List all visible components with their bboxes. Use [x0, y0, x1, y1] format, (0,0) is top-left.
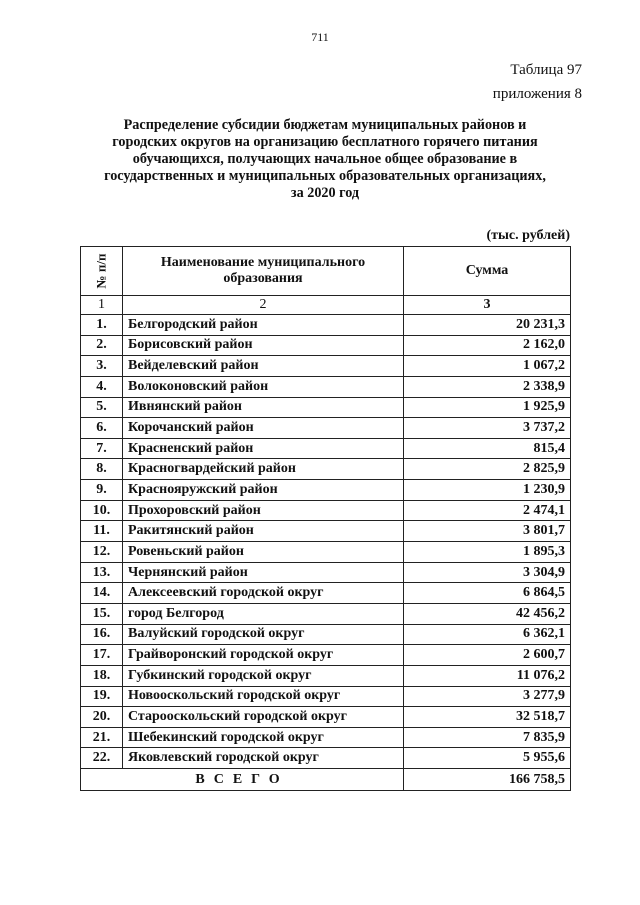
table-row — [81, 727, 571, 748]
row-number: 16. — [81, 624, 123, 645]
row-amount: 2 162,0 — [404, 335, 571, 356]
row-name: Ровеньский район — [123, 542, 404, 563]
table-row — [81, 707, 571, 728]
table-number: Таблица 97 — [510, 62, 582, 78]
total-label: ВСЕГО — [81, 769, 404, 791]
row-number: 9. — [81, 480, 123, 501]
total-row — [81, 769, 571, 791]
table-row — [81, 356, 571, 377]
row-number: 18. — [81, 665, 123, 686]
row-name: Валуйский городской округ — [123, 624, 404, 645]
table-row — [81, 438, 571, 459]
header-row — [81, 247, 571, 296]
row-amount: 1 067,2 — [404, 356, 571, 377]
title-line: государственных и муниципальных образовательных организациях, — [104, 168, 546, 184]
row-number: 22. — [81, 748, 123, 769]
row-name: Ракитянский район — [123, 521, 404, 542]
table-row — [81, 500, 571, 521]
units-label: (тыс. рублей) — [486, 228, 570, 243]
row-number: 13. — [81, 562, 123, 583]
table-row — [81, 480, 571, 501]
row-amount: 3 737,2 — [404, 418, 571, 439]
row-amount: 5 955,6 — [404, 748, 571, 769]
row-number: 12. — [81, 542, 123, 563]
index-cell: 3 — [404, 296, 571, 315]
row-number: 1. — [81, 315, 123, 336]
row-number: 4. — [81, 376, 123, 397]
row-amount: 3 801,7 — [404, 521, 571, 542]
row-name: Борисовский район — [123, 335, 404, 356]
row-amount: 2 338,9 — [404, 376, 571, 397]
row-amount: 7 835,9 — [404, 727, 571, 748]
table-row — [81, 315, 571, 336]
index-cell: 2 — [123, 296, 404, 315]
row-name: Чернянский район — [123, 562, 404, 583]
title-line: Распределение субсидии бюджетам муниципальных районов и — [123, 117, 527, 133]
row-amount: 815,4 — [404, 438, 571, 459]
document-title — [80, 117, 570, 202]
table-row — [81, 748, 571, 769]
row-number: 5. — [81, 397, 123, 418]
row-name: город Белгород — [123, 603, 404, 624]
row-amount: 11 076,2 — [404, 665, 571, 686]
row-amount: 42 456,2 — [404, 603, 571, 624]
row-number: 17. — [81, 645, 123, 666]
row-name: Вейделевский район — [123, 356, 404, 377]
row-name: Алексеевский городской округ — [123, 583, 404, 604]
title-line: за 2020 год — [290, 185, 360, 201]
row-name: Белгородский район — [123, 315, 404, 336]
row-amount: 1 925,9 — [404, 397, 571, 418]
header-num — [81, 247, 123, 296]
row-number: 19. — [81, 686, 123, 707]
title-line: обучающихся, получающих начальное общее образование в — [132, 151, 518, 167]
row-amount: 6 864,5 — [404, 583, 571, 604]
row-name: Грайворонский городской округ — [123, 645, 404, 666]
row-amount: 3 304,9 — [404, 562, 571, 583]
row-name: Губкинский городской округ — [123, 665, 404, 686]
row-amount: 2 600,7 — [404, 645, 571, 666]
row-number: 2. — [81, 335, 123, 356]
appendix-number: приложения 8 — [492, 86, 582, 102]
row-amount: 2 825,9 — [404, 459, 571, 480]
row-number: 8. — [81, 459, 123, 480]
table-row — [81, 562, 571, 583]
title-line: городских округов на организацию бесплатного горячего питания — [112, 134, 538, 150]
row-number: 10. — [81, 500, 123, 521]
row-amount: 1 230,9 — [404, 480, 571, 501]
page-number: 711 — [311, 30, 329, 44]
row-name: Краснояружский район — [123, 480, 404, 501]
table-row — [81, 521, 571, 542]
table-row — [81, 542, 571, 563]
table-row — [81, 583, 571, 604]
table-row — [81, 335, 571, 356]
row-name: Прохоровский район — [123, 500, 404, 521]
table-row — [81, 603, 571, 624]
row-name: Яковлевский городской округ — [123, 748, 404, 769]
table-row — [81, 624, 571, 645]
row-amount: 1 895,3 — [404, 542, 571, 563]
row-name: Новооскольский городской округ — [123, 686, 404, 707]
row-amount: 6 362,1 — [404, 624, 571, 645]
row-amount: 20 231,3 — [404, 315, 571, 336]
row-amount: 2 474,1 — [404, 500, 571, 521]
row-amount: 32 518,7 — [404, 707, 571, 728]
table-row — [81, 418, 571, 439]
table-row — [81, 459, 571, 480]
row-number: 15. — [81, 603, 123, 624]
row-name: Старооскольский городской округ — [123, 707, 404, 728]
table-row — [81, 665, 571, 686]
total-amount: 166 758,5 — [404, 769, 571, 791]
row-number: 20. — [81, 707, 123, 728]
row-number: 21. — [81, 727, 123, 748]
row-number: 6. — [81, 418, 123, 439]
row-name: Красногвардейский район — [123, 459, 404, 480]
index-row — [81, 296, 571, 315]
index-cell: 1 — [81, 296, 123, 315]
row-name: Красненский район — [123, 438, 404, 459]
row-name: Шебекинский городской округ — [123, 727, 404, 748]
header-name: Наименование муниципального образования — [123, 247, 404, 296]
row-name: Корочанский район — [123, 418, 404, 439]
table-row — [81, 397, 571, 418]
row-name: Волоконовский район — [123, 376, 404, 397]
row-amount: 3 277,9 — [404, 686, 571, 707]
header-num-text: № п/п — [93, 253, 109, 289]
table-row — [81, 645, 571, 666]
table-row — [81, 686, 571, 707]
row-number: 11. — [81, 521, 123, 542]
subsidy-table — [80, 246, 571, 791]
row-number: 3. — [81, 356, 123, 377]
header-amount: Сумма — [404, 247, 571, 296]
row-number: 7. — [81, 438, 123, 459]
table-row — [81, 376, 571, 397]
row-number: 14. — [81, 583, 123, 604]
row-name: Ивнянский район — [123, 397, 404, 418]
